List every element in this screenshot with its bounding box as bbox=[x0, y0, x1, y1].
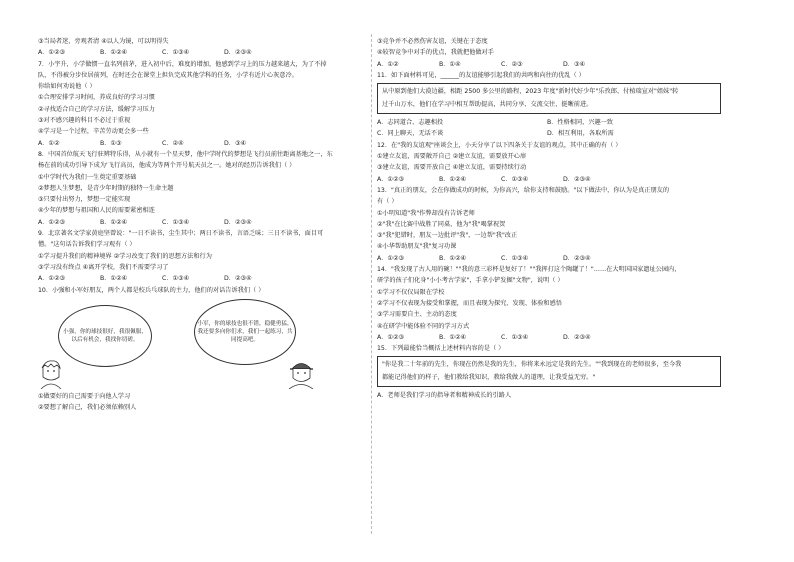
statement-item: ④较智竞争中对手的优点，我就把他做对手 bbox=[377, 49, 494, 57]
material-text: 从中原到他们大漠边疆，相距 2500 多公里的路程，2023 年度"新时代好少年"乐孜郎、付植瑞宣对"姐妹"转 bbox=[382, 88, 679, 96]
answer-options bbox=[377, 174, 721, 185]
speech-bubble-left bbox=[58, 305, 152, 367]
speech-bubble-right bbox=[194, 299, 296, 365]
material-box bbox=[377, 83, 721, 114]
option-a[interactable]: A．老师是我们学习的指导者和精神成长的引路人 bbox=[377, 392, 512, 400]
statement-item: ①中学时代为我们一生奠定重要基础 bbox=[38, 173, 137, 181]
statement-item: ③"我"犯错时，朋友一边批评"我"，一边帮"我"改正 bbox=[377, 232, 518, 240]
question-14-stem: 研学的孩子们化身"小小考古学家"，手拿小铲发掘"文物"，说明（ ） bbox=[377, 277, 564, 285]
option-d[interactable]: D．②③④ bbox=[224, 275, 252, 283]
statement-item: ③学习需要自主、主动的态度 bbox=[377, 311, 457, 319]
material-text: "你是我二十年前的先生，你现在仍然是我的先生，你将来永远定是我的先生。""我到现在的老师很多，至今我 bbox=[382, 361, 682, 369]
statement-item: ④学习是一个过程，辛苦劳动更会多一些 bbox=[38, 128, 149, 136]
option-b[interactable]: B．①②④ bbox=[100, 218, 128, 226]
option-a[interactable]: A．①② bbox=[377, 60, 399, 68]
question-13-stem: 13．"真正的朋友，会在你做成功的时候，为你高兴，给你支持和鼓励。"以下做法中，你认为是真正朋友的 bbox=[377, 186, 670, 194]
option-a[interactable]: A．①②③ bbox=[38, 275, 66, 283]
answer-options bbox=[38, 47, 378, 58]
option-c[interactable]: C．①③④ bbox=[162, 275, 190, 283]
statement-item: ②要想了解自己，我们必须依赖别人 bbox=[38, 404, 137, 412]
option-c[interactable]: C．②③ bbox=[501, 60, 523, 68]
statement-item: ①小明知道"我"作弊却没有告诉老师 bbox=[377, 209, 475, 217]
answer-options bbox=[38, 138, 378, 149]
question-11-stem: 11．如下面材料可见，______的友谊能够引起我们的共鸣和向往的优乱（ ） bbox=[377, 71, 585, 79]
statement-item: ②"我"在比赛中战胜了同桌，他为"我"喝掌祝贺 bbox=[377, 220, 506, 228]
option-a[interactable]: A．①②③ bbox=[377, 254, 405, 262]
bubble-text: 小强，你的球技很好，我很佩服，以后有机会，我找你切磋。 bbox=[63, 328, 147, 343]
bubble-text: 小军，你的球技也很不错，稳健勇猛，我还要多向你们求，我们一起练习，共同提高吧。 bbox=[197, 320, 293, 343]
statement-item: ②梦想人生梦想，是青少年时期的独特一生命主题 bbox=[38, 184, 174, 192]
option-a[interactable]: A．①②③ bbox=[377, 175, 405, 183]
question-14-stem: 14．"我发现了古人用的碗！""我的意三彩杯是复好了！""我挥打这个陶罐了！"……在大明国国家遗址公园内， bbox=[377, 266, 681, 274]
statement-item: ②学习不仅表现为接受和掌握，而且表现为探究、发现、体验和感悟 bbox=[377, 299, 562, 307]
option-d[interactable]: D．②③④ bbox=[224, 49, 252, 57]
option-a[interactable]: A．①②③ bbox=[38, 49, 66, 57]
statement-item: ③只要付出努力，梦想一定能实现 bbox=[38, 196, 131, 204]
statement-item: ①学习提升我们的精神境界 ②学习改变了我们的思想方法和行为 bbox=[38, 252, 212, 260]
option-b[interactable]: B．①②④ bbox=[100, 275, 128, 283]
option-c[interactable]: C．①③④ bbox=[501, 175, 529, 183]
option-a[interactable]: A．①② bbox=[38, 139, 60, 147]
option-b[interactable]: B．①④ bbox=[439, 60, 461, 68]
answer-options bbox=[377, 332, 721, 343]
option-b[interactable]: B．①②④ bbox=[439, 254, 467, 262]
option-c[interactable]: C．同上聊天，无话不谈 bbox=[377, 130, 444, 138]
answer-options bbox=[38, 273, 378, 284]
option-d[interactable]: D．相互利用，各取所需 bbox=[547, 130, 614, 138]
answer-options bbox=[377, 117, 721, 128]
question-7-stem: 7．小宇升，小学做惯一直名列前茅，进入初中后，难度的增加，他感到学习上的压力越来越大，为了不掉 bbox=[38, 60, 327, 68]
option-a[interactable]: A．志同道合、志趣相投 bbox=[377, 119, 444, 127]
text-line: ③当局者迷，旁观者清 ④以人为镜，可以明得失 bbox=[38, 38, 169, 45]
statement-item: ③学习没有终点 ④离开学校，我们不需要学习了 bbox=[38, 263, 169, 271]
option-d[interactable]: D．②③④ bbox=[563, 333, 591, 341]
option-d[interactable]: D．②③④ bbox=[224, 218, 252, 226]
statement-item: ①合理安排学习时间，养成良好的学习习惯 bbox=[38, 94, 155, 102]
statement-item: ④在研学中能体验不同的学习方式 bbox=[377, 322, 470, 330]
statement-item: ③建立友谊，需要开放自己 ④建立友谊，需要持续行动 bbox=[377, 164, 527, 172]
option-a[interactable]: A．①②③ bbox=[38, 218, 66, 226]
answer-options bbox=[377, 253, 721, 264]
option-b[interactable]: B．①②④ bbox=[439, 175, 467, 183]
option-b[interactable]: B．①③ bbox=[100, 139, 122, 147]
statement-item: ①建立友谊，需要敞开自己 ②建立友谊，需要放开心扉 bbox=[377, 153, 527, 161]
option-c[interactable]: C．①③④ bbox=[162, 49, 190, 57]
option-b[interactable]: B．性格相同，兴趣一致 bbox=[547, 119, 614, 127]
statement-item: ④少年的梦想与祖国和人民的需要紧密相连 bbox=[38, 207, 155, 215]
answer-options bbox=[377, 59, 721, 70]
question-7-stem: 队，不得被分步位居前列，在时还会在课堂上担负完成其他学科的任务，小学有近片心灰意冷。 bbox=[38, 71, 298, 79]
material-text: 过千山万水，他们在学习中相互帮助提高，共同分享、交流交往，挺晰前进。 bbox=[382, 100, 593, 108]
statement-item: ③对不感兴趣的科目不必过于重视 bbox=[38, 117, 131, 125]
answer-options bbox=[377, 128, 721, 139]
option-d[interactable]: D．③④ bbox=[224, 139, 247, 147]
option-b[interactable]: B．①②④ bbox=[100, 49, 128, 57]
material-text: 都能记得他们的样子，他们教给我知识，教给我做人的道理，让我受益无穷。" bbox=[382, 373, 596, 381]
option-c[interactable]: C．①③④ bbox=[501, 254, 529, 262]
dialogue-illustration bbox=[38, 297, 378, 389]
question-15-stem: 15．下列最能恰当概括上述材料内容的是（ ） bbox=[377, 345, 505, 353]
option-c[interactable]: C．②④ bbox=[162, 139, 184, 147]
option-d[interactable]: D．③④ bbox=[563, 60, 586, 68]
option-d[interactable]: D．②③④ bbox=[563, 254, 591, 262]
option-c[interactable]: C．①③④ bbox=[162, 218, 190, 226]
statement-item: ①学习不仅仅局限在学校 bbox=[377, 288, 445, 296]
option-d[interactable]: D．②③④ bbox=[563, 175, 591, 183]
material-box bbox=[377, 356, 721, 387]
question-8-stem: 8．中国首位航天飞行驻辨特乐得，从小就有一个星天梦，他中学时代的梦想是飞行员前往距离基地之一，东 bbox=[38, 150, 333, 158]
question-9-stem: 憎。"这句话告诉我们学习观有（ ） bbox=[38, 241, 136, 249]
boy-figure-left-icon bbox=[38, 357, 64, 389]
option-c[interactable]: C．①③④ bbox=[501, 333, 529, 341]
right-column bbox=[377, 36, 721, 402]
question-7-stem: 你给如何劝说他（ ） bbox=[38, 83, 96, 91]
statement-item: ②寻找适合自己的学习方法，缓解学习压力 bbox=[38, 105, 155, 113]
question-13-stem: 有（ ） bbox=[377, 198, 398, 206]
boy-figure-right-icon bbox=[286, 359, 316, 389]
question-12-stem: 12．在"我的友谊观"座谈会上，小天分享了以下四条关于友谊的观点，其中正确的有（ ） bbox=[377, 141, 622, 149]
option-b[interactable]: B．①②④ bbox=[439, 333, 467, 341]
statement-item: ③竞争并不必然伤害友谊，关键在于态度 bbox=[377, 38, 488, 45]
left-column bbox=[38, 36, 378, 413]
question-9-stem: 9．北京著名文学家黄庭坚曾说："一日不读书，尘生其中；两日不读书，言语乏味；三日不读书，面目可 bbox=[38, 230, 324, 238]
question-10-stem: 10．小强和小军好朋友，两个人都是校兵乓球队的主力，他们的对话告诉我们（ ） bbox=[38, 286, 265, 294]
answer-options bbox=[38, 217, 378, 228]
question-8-stem: 杨在前的成功引导下成为'飞行高员，他成为等两个开号航天员之一。她对的经历告诉我们（ ） bbox=[38, 162, 296, 170]
statement-item: ①做要好的自己需要于向他人学习 bbox=[38, 392, 131, 400]
option-a[interactable]: A．①②③ bbox=[377, 333, 405, 341]
statement-item: ④小华帮助朋友"我"复习功课 bbox=[377, 243, 457, 251]
